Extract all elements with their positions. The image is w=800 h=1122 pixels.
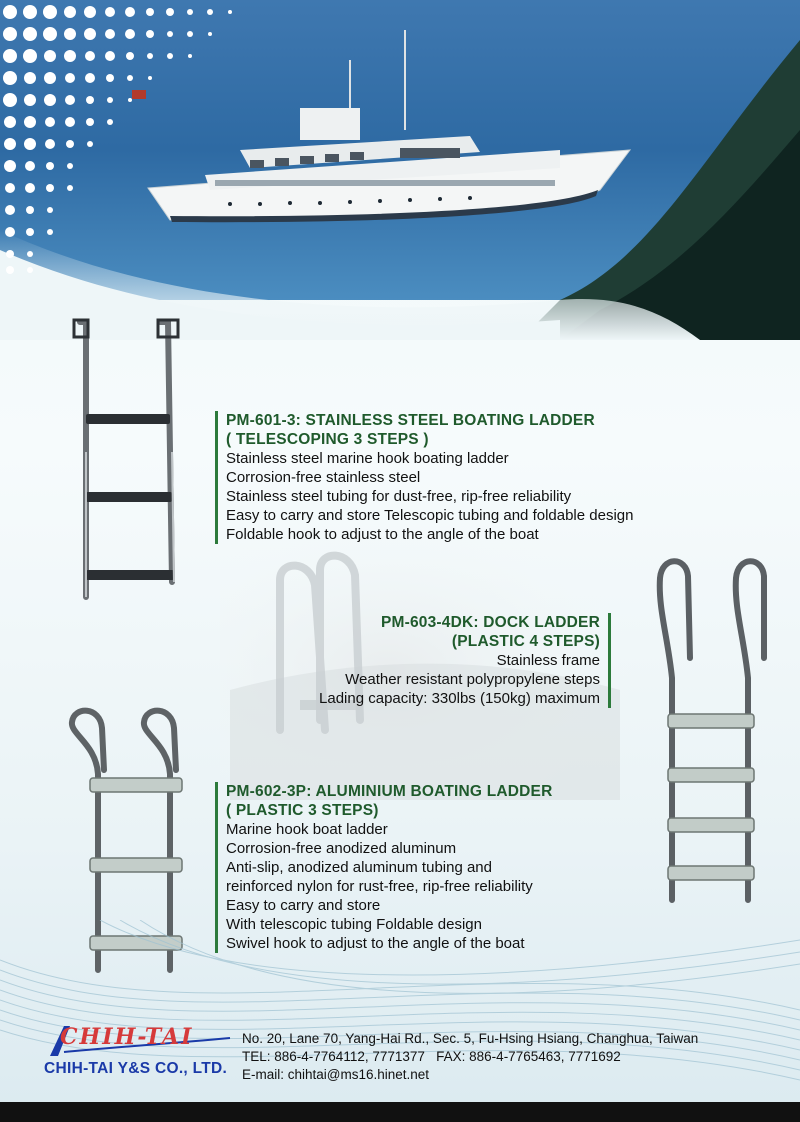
feature-line: Lading capacity: 330lbs (150kg) maximum <box>319 690 600 707</box>
feature-line: Stainless frame <box>496 652 600 669</box>
dock-ladder-image <box>628 548 788 908</box>
feature-line: Weather resistant polypropylene steps <box>345 671 600 688</box>
company-email[interactable]: E-mail: chihtai@ms16.hinet.net <box>242 1067 430 1082</box>
feature-line: Stainless steel marine hook boating ladder <box>226 450 509 467</box>
product-pm-603-4dk <box>200 613 611 708</box>
stainless-ladder-image <box>60 312 190 602</box>
bottom-bar <box>0 1102 800 1122</box>
feature-line: Foldable hook to adjust to the angle of the boat <box>226 526 539 543</box>
product-pm-601-3 <box>215 411 786 544</box>
company-name: CHIH-TAI Y&S CO., LTD. <box>44 1060 228 1077</box>
feature-line: Marine hook boat ladder <box>226 821 388 838</box>
company-address: No. 20, Lane 70, Yang-Hai Rd., Sec. 5, Fu-Hsing Hsiang, Changhua, Taiwan <box>242 1031 699 1046</box>
feature-line: reinforced nylon for rust-free, rip-free reliability <box>226 878 533 895</box>
hero-yacht-photo <box>0 0 800 340</box>
company-phones: TEL: 886-4-7764112, 7771377 FAX: 886-4-7765463, 7771692 <box>242 1049 621 1064</box>
company-logo-script: CHIH-TAI <box>60 1024 194 1050</box>
product-subtitle: ( PLASTIC 3 STEPS) <box>226 802 379 819</box>
feature-line: Corrosion-free stainless steel <box>226 469 421 486</box>
product-title: PM-603-4DK: DOCK LADDER <box>380 614 600 631</box>
product-title: PM-601-3: STAINLESS STEEL BOATING LADDER <box>226 412 595 429</box>
feature-line: Stainless steel tubing for dust-free, rip-free reliability <box>226 488 572 505</box>
product-title: PM-602-3P: ALUMINIUM BOATING LADDER <box>226 783 553 800</box>
feature-line: Anti-slip, anodized aluminum tubing and <box>226 859 492 876</box>
feature-line: With telescopic tubing Foldable design <box>226 916 482 933</box>
product-subtitle: (PLASTIC 4 STEPS) <box>451 633 600 650</box>
feature-line: Swivel hook to adjust to the angle of the boat <box>226 935 525 952</box>
feature-line: Easy to carry and store Telescopic tubing and foldable design <box>226 507 634 524</box>
product-subtitle: ( TELESCOPING 3 STEPS ) <box>226 431 429 448</box>
feature-line: Corrosion-free anodized aluminum <box>226 840 457 857</box>
feature-line: Easy to carry and store <box>226 897 381 914</box>
